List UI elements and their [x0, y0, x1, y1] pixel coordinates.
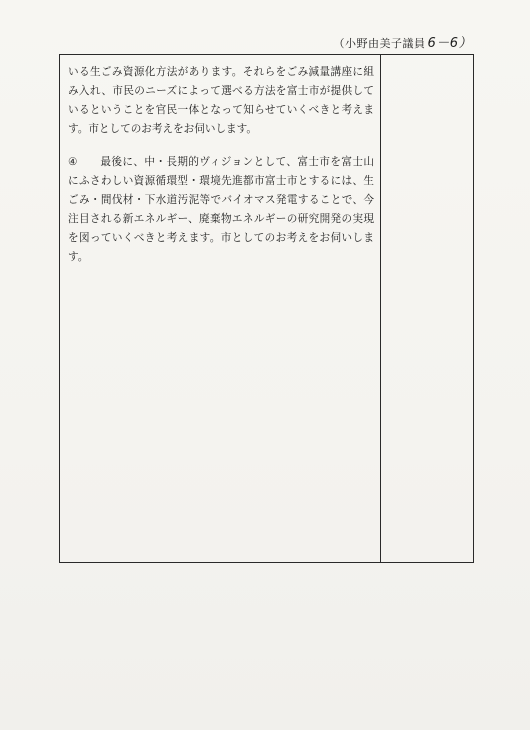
- councilor-page-tag: [333, 37, 472, 51]
- page-number: 6－6）: [427, 36, 472, 51]
- paragraph-continued: いる生ごみ資源化方法があります。それらをごみ減量講座に組み入れ、市民のニーズによって選べる方法を富士市が提供しているということを官民一体となって知らせていくべきと考えます。市としてのお考えをお伺いします。: [68, 66, 374, 135]
- councilor-label: （小野由美子議員: [333, 37, 426, 50]
- paragraph-question-4: [68, 153, 374, 267]
- column-divider: [380, 55, 381, 562]
- question-text-column: [68, 63, 374, 267]
- question-number: ④: [68, 156, 78, 168]
- question-table: [59, 54, 474, 563]
- question-4-text: 最後に、中・長期的ヴィジョンとして、富士市を富士山にふさわしい資源循環型・環境先進都市富士市とするには、生ごみ・間伐材・下水道汚泥等でバイオマス発電することで、今注目される新エネルギー、廃棄物エネルギーの研究開発の実現を図っていくべきと考えます。市としてのお考えをお伺いします。: [68, 156, 374, 263]
